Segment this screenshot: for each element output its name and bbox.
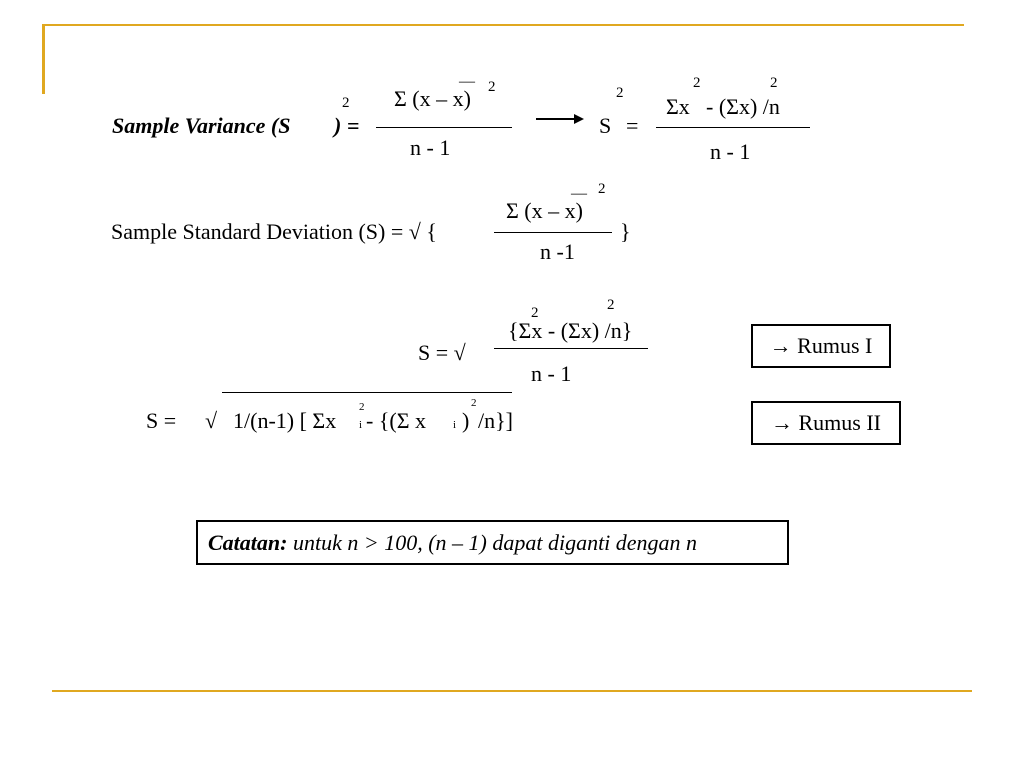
variance-s-equals: =	[626, 113, 639, 138]
variance-label-sup: 2	[342, 95, 350, 111]
rumus2-badge	[751, 401, 901, 445]
frame-left-line	[42, 24, 45, 94]
variance-label: Sample Variance (S	[112, 113, 291, 138]
rumus2-badge-label: → Rumus II	[771, 410, 881, 435]
rumus2-expr-part2: - {(Σ x	[366, 408, 427, 433]
stddev-label: Sample Standard Deviation (S) = √ {	[111, 219, 437, 244]
variance-f1-denominator: n - 1	[410, 135, 451, 160]
rumus2-sup-2a: 2	[359, 401, 365, 413]
rumus1-fraction-bar	[494, 348, 648, 349]
rumus2-expr-part1: 1/(n-1) [ Σx	[233, 408, 337, 433]
variance-s-sup: 2	[616, 85, 624, 101]
variance-f1-numerator: Σ (x – x)	[394, 86, 471, 111]
rumus2-expr-part3: )	[462, 408, 470, 433]
rumus2-sub-i1: i	[359, 419, 363, 431]
frame-top-line	[42, 24, 964, 26]
rumus1-numerator-sup2: 2	[607, 297, 615, 313]
variance-f1-fraction-bar	[376, 127, 512, 128]
rumus2-lhs: S =	[146, 408, 177, 433]
variance-f1-numerator-sup: 2	[488, 79, 496, 95]
rumus1-lhs: S = √	[418, 340, 466, 365]
stddev-denominator: n -1	[540, 239, 575, 264]
frame-bottom-line	[52, 690, 972, 692]
variance-f2-fraction-bar	[656, 127, 810, 128]
rumus1-numerator: {Σx - (Σx) /n}	[508, 318, 633, 343]
long-right-arrow-icon	[536, 112, 584, 126]
note-box	[196, 520, 789, 565]
stddev-close-brace: }	[620, 219, 631, 244]
variance-f2-sigma-x: Σx	[666, 94, 690, 119]
note-text: untuk n > 100, (n – 1) dapat diganti dengan n	[287, 529, 698, 555]
variance-s-label: S	[599, 113, 612, 138]
variance-f2-sup2: 2	[770, 75, 778, 91]
rumus2-root-overline	[222, 392, 512, 393]
stddev-fraction-bar	[494, 232, 612, 233]
variance-f2-rest: - (Σx) /n	[706, 94, 780, 119]
rumus1-numerator-sup1: 2	[531, 305, 539, 321]
rumus1-badge	[751, 324, 891, 368]
rumus2-root-sign: √	[205, 408, 218, 433]
rumus1-denominator: n - 1	[531, 361, 572, 386]
stddev-numerator: Σ (x – x)	[506, 198, 583, 223]
rumus2-sup-2b: 2	[471, 397, 477, 409]
note-label: Catatan:	[208, 529, 288, 555]
variance-f2-denominator: n - 1	[710, 139, 751, 164]
rumus2-sub-i2: i	[453, 419, 457, 431]
stddev-numerator-sup: 2	[598, 181, 606, 197]
variance-label-close: ) =	[334, 113, 360, 138]
variance-f1-mean-bar: —	[459, 73, 475, 90]
rumus2-expr-part4: /n}]	[478, 408, 513, 433]
variance-f2-sup1: 2	[693, 75, 701, 91]
stddev-mean-bar: —	[571, 185, 587, 202]
rumus1-badge-label: → Rumus I	[769, 333, 873, 358]
